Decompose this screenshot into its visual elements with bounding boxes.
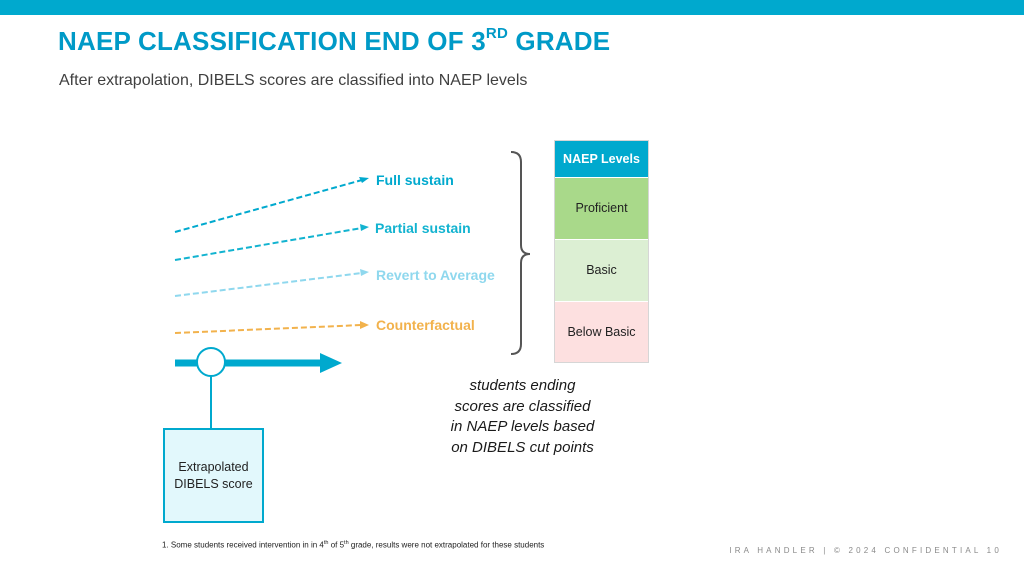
naep-level-basic: Basic [554, 240, 649, 302]
page-title: NAEP CLASSIFICATION END OF 3RD GRADE [58, 25, 611, 56]
arrow-counterfactual [175, 321, 369, 333]
score-box-line1: Extrapolated [178, 459, 249, 474]
arrow-partial-sustain [175, 224, 369, 260]
arrow-full-sustain [175, 177, 369, 232]
score-box-line2: DIBELS score [174, 476, 253, 491]
arrow-revert-to-average [175, 269, 369, 296]
classification-note: students ending scores are classified in NAEP levels based on DIBELS cut points [450, 377, 595, 456]
naep-levels-table [554, 140, 649, 363]
right-brace [511, 152, 530, 354]
naep-levels-header: NAEP Levels [554, 140, 649, 178]
naep-level-below-basic: Below Basic [554, 302, 649, 363]
label-counterfactual: Counterfactual [376, 317, 475, 333]
timepoint-marker [197, 348, 225, 376]
footnote: 1. Some students received intervention in in 4th of 5th grade, results were not extrapolated for these students [162, 540, 545, 550]
page-subtitle: After extrapolation, DIBELS scores are classified into NAEP levels [59, 72, 528, 89]
label-partial-sustain: Partial sustain [375, 220, 471, 236]
label-revert-to-average: Revert to Average [376, 267, 495, 283]
label-full-sustain: Full sustain [376, 172, 454, 188]
extrapolated-score-box [163, 428, 264, 523]
naep-level-proficient: Proficient [554, 178, 649, 240]
footer-confidential: IRA HANDLER | © 2024 CONFIDENTIAL 10 [729, 546, 1002, 555]
